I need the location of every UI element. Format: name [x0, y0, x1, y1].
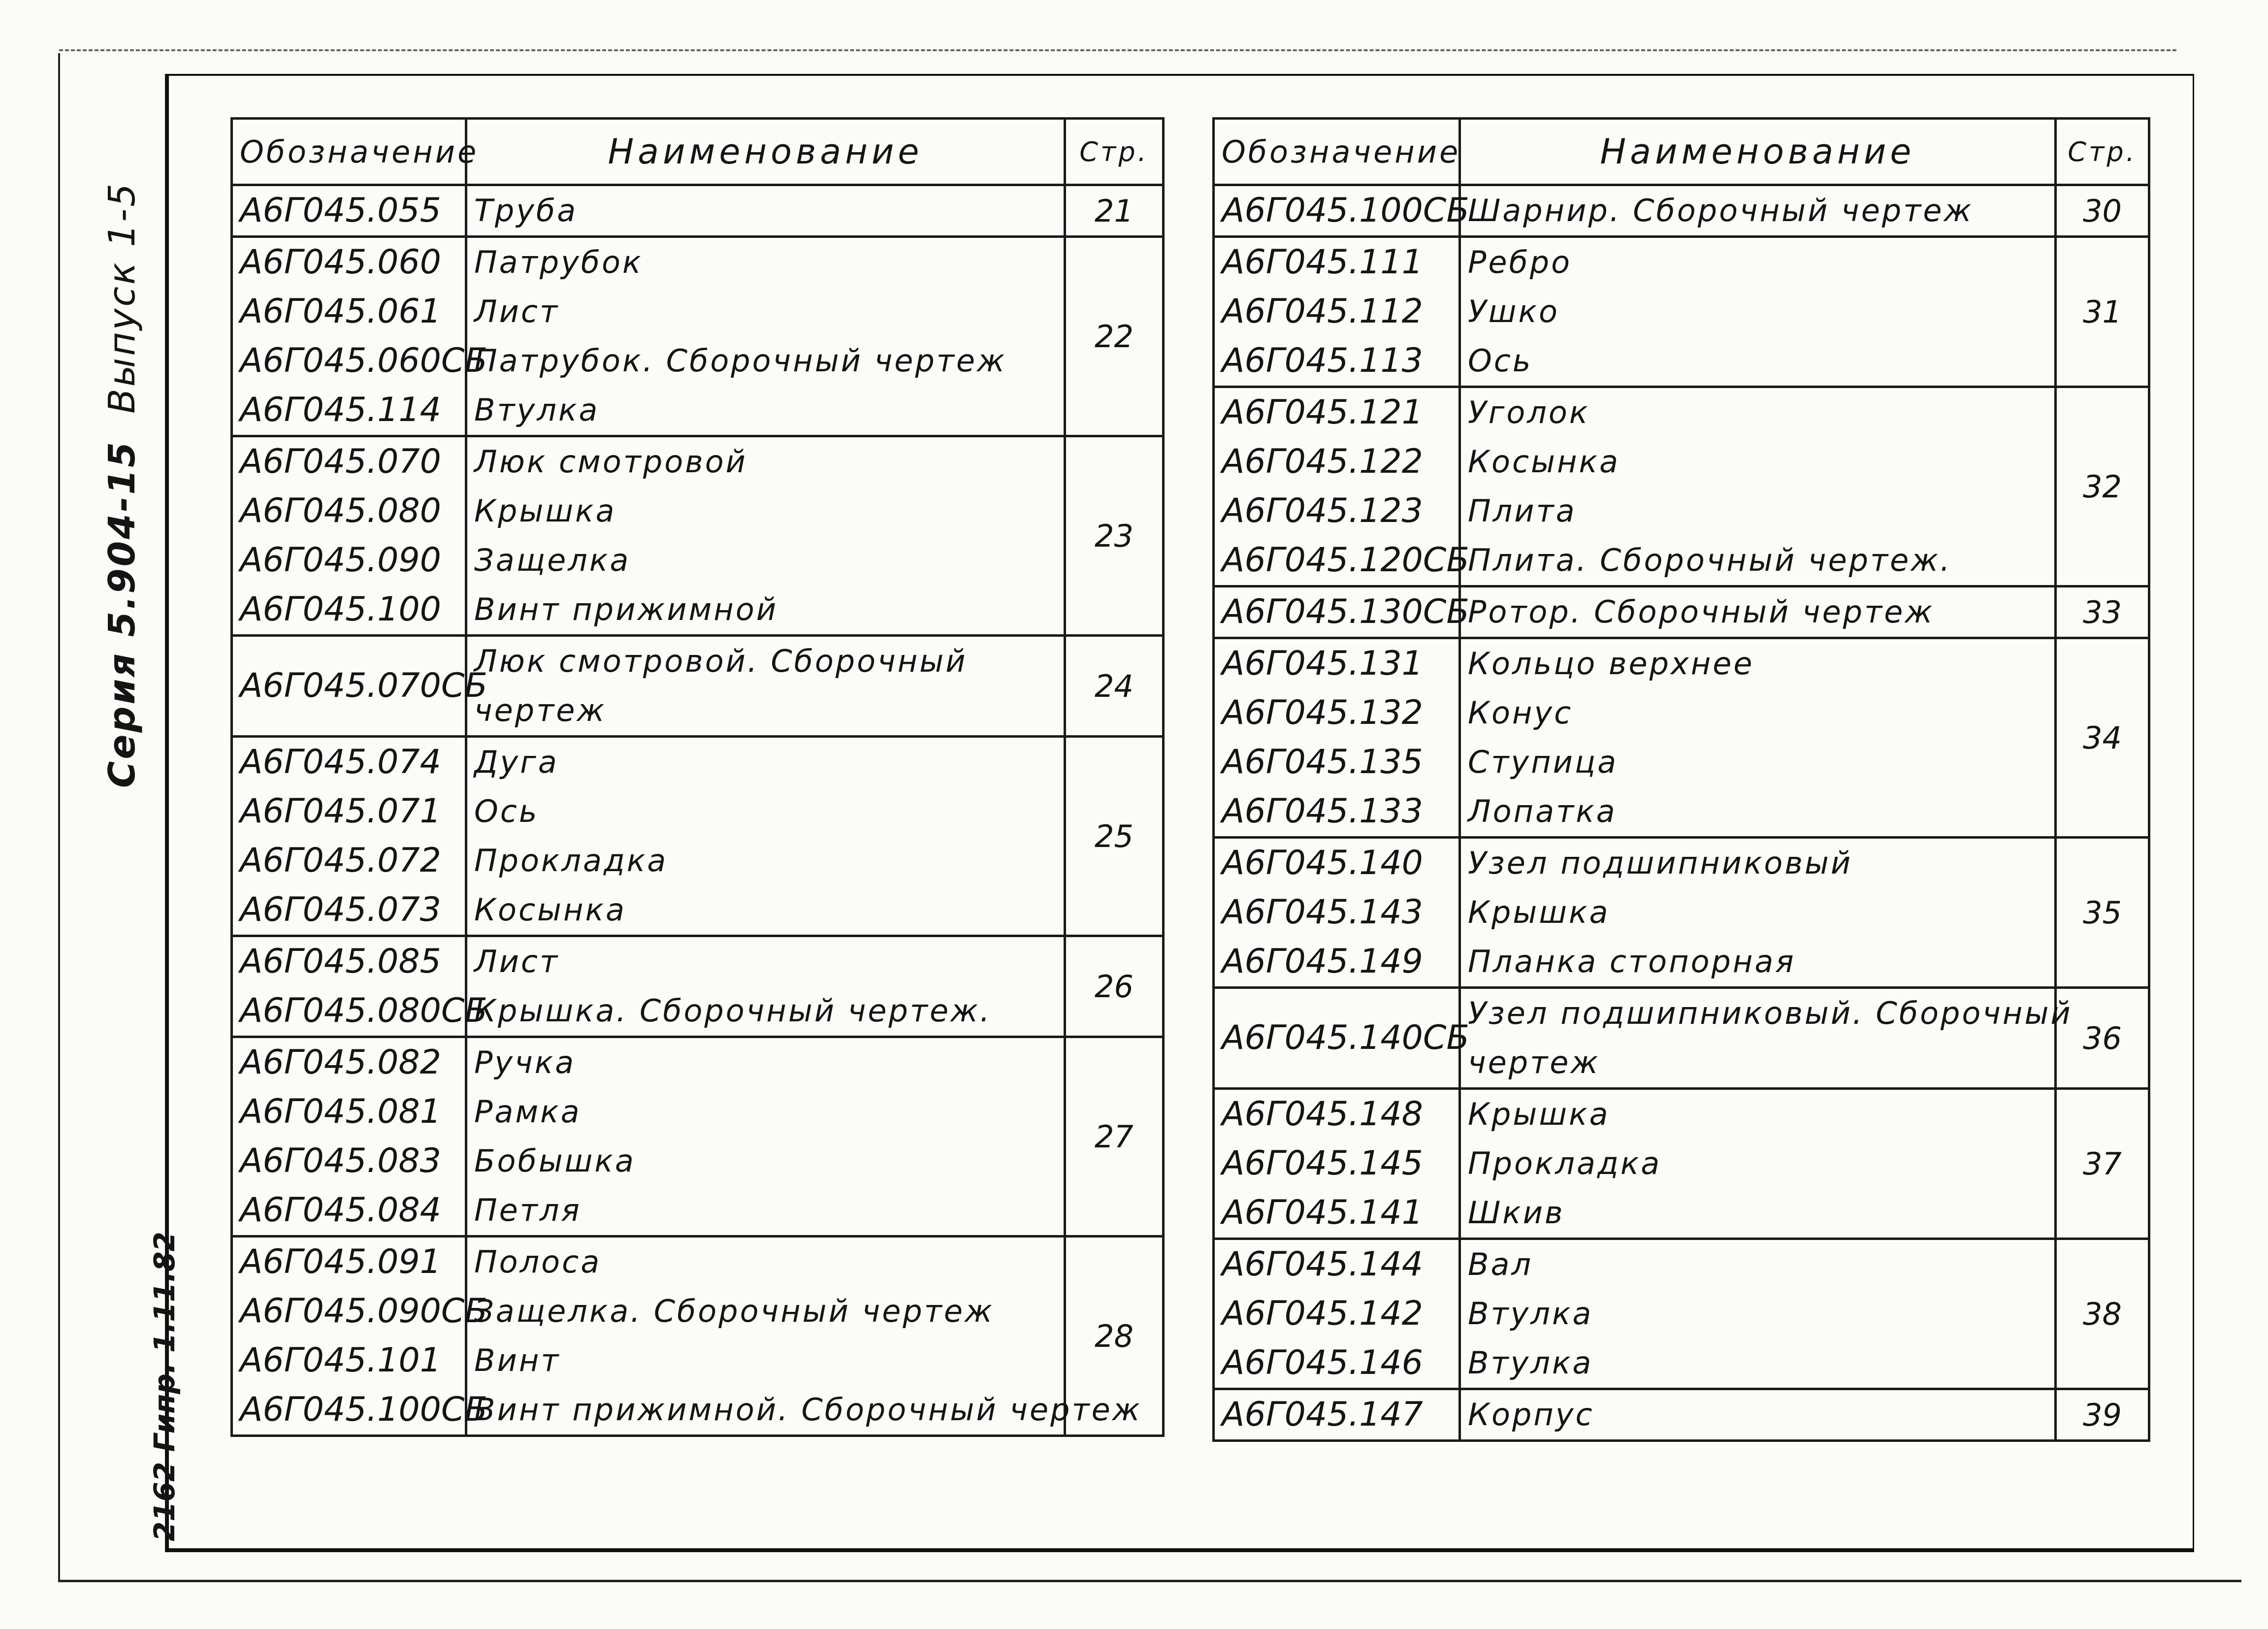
designation-cell [1214, 586, 1469, 638]
designation-text: А6Г045.132 [1222, 693, 1423, 732]
name-cell [1460, 838, 2056, 988]
page-number-cell: 32 [2056, 387, 2149, 586]
item-name-text: Крышка. Сборочный чертеж. [474, 993, 992, 1029]
item-name-text: Ручка [474, 1044, 576, 1080]
table-row-group [1214, 1089, 2149, 1239]
table-row-group [1214, 185, 2149, 237]
item-name-text: Уголок [1468, 394, 1590, 430]
designation-text: А6Г045.070 [240, 442, 441, 481]
series-label: Серия 5.904-15 [101, 440, 143, 788]
designation-text: А6Г045.120СБ [1222, 541, 1469, 580]
designation-text: А6Г045.113 [1222, 341, 1423, 380]
name-cell [466, 737, 1065, 936]
item-name-text: Бобышка [474, 1143, 636, 1179]
designation-text: А6Г045.149 [1222, 942, 1423, 981]
name-cell [1460, 1239, 2056, 1389]
item-name-text: Втулка [1468, 1296, 1593, 1332]
page-number-cell: 27 [1065, 1037, 1164, 1237]
item-name-text: Полоса [474, 1244, 602, 1280]
table-row-group [1214, 988, 2149, 1089]
issue-label: Выпуск 1-5 [101, 181, 143, 414]
item-name-text: Ребро [1468, 244, 1572, 280]
item-name-text: Косынка [474, 892, 626, 928]
item-name-text: Лист [474, 293, 560, 329]
designation-text: А6Г045.130СБ [1222, 592, 1469, 631]
designation-cell [1214, 1389, 1460, 1441]
page-number-cell: 34 [2056, 638, 2149, 838]
item-name-text: Винт [474, 1342, 561, 1378]
header-designation: Обозначение [232, 119, 466, 185]
name-cell [466, 436, 1065, 636]
designation-text: А6Г045.080СБ [240, 991, 487, 1030]
item-name-text: Плита [1468, 493, 1577, 529]
designation-text: А6Г045.072 [240, 841, 441, 880]
designation-text: А6Г045.073 [240, 890, 441, 929]
item-name-text: Патрубок [474, 244, 643, 280]
designation-text: А6Г045.090СБ [240, 1292, 487, 1331]
designation-cell [1214, 237, 1460, 387]
designation-text: А6Г045.144 [1222, 1245, 1423, 1284]
name-cell [1460, 237, 2056, 387]
item-name-text: Шкив [1468, 1195, 1565, 1231]
designation-text: А6Г045.082 [240, 1043, 441, 1082]
designation-text: А6Г045.131 [1222, 644, 1423, 683]
item-name-text: Крышка [1468, 894, 1610, 930]
designation-text: А6Г045.140 [1222, 844, 1423, 882]
item-name-text: чертеж [1468, 1044, 1600, 1080]
designation-text: А6Г045.142 [1222, 1294, 1423, 1333]
item-name-text: Винт прижимной [474, 591, 778, 627]
item-name-text: Лист [474, 944, 560, 979]
header-name: Наименование [1460, 119, 2056, 185]
designation-cell [232, 1037, 466, 1237]
item-name-text: Дуга [474, 744, 559, 780]
designation-cell [232, 1237, 487, 1436]
table-row-group [232, 737, 1164, 936]
table-row-group [1214, 387, 2149, 586]
designation-text: А6Г045.085 [240, 942, 441, 981]
table-row-group [232, 237, 1164, 436]
name-cell [466, 237, 1065, 436]
page-number-cell: 25 [1065, 737, 1164, 936]
designation-text: А6Г045.133 [1222, 792, 1423, 831]
designation-text: А6Г045.080 [240, 491, 441, 530]
name-cell [1460, 387, 2056, 586]
item-name-text: Патрубок. Сборочный чертеж [474, 343, 1006, 379]
name-cell [1460, 638, 2056, 838]
designation-text: А6Г045.083 [240, 1141, 441, 1180]
designation-text: А6Г045.111 [1222, 243, 1423, 282]
item-name-text: Вал [1468, 1246, 1533, 1282]
designation-text: А6Г045.070СБ [240, 666, 487, 705]
left-index-table [230, 117, 1165, 1437]
item-name-text: Ушко [1468, 293, 1559, 329]
designation-cell [232, 185, 466, 237]
name-cell [1460, 586, 2056, 638]
designation-cell [232, 737, 466, 936]
designation-text: А6Г045.060 [240, 243, 441, 282]
designation-text: А6Г045.100СБ [240, 1390, 487, 1429]
designation-cell [1214, 387, 1469, 586]
page-number-cell: 24 [1065, 636, 1164, 737]
table-row-group [1214, 638, 2149, 838]
designation-text: А6Г045.055 [240, 191, 441, 230]
designation-text: А6Г045.135 [1222, 743, 1423, 782]
item-name-text: Ось [1468, 343, 1533, 379]
item-name-text: Плита. Сборочный чертеж. [1468, 542, 1952, 578]
item-name-text: Шарнир. Сборочный чертеж [1468, 193, 1974, 228]
item-name-text: Крышка [474, 493, 616, 529]
name-cell [466, 636, 1065, 737]
name-cell [466, 936, 1065, 1037]
item-name-text: Ступица [1468, 744, 1619, 780]
table-row-group [232, 1237, 1164, 1436]
name-cell [466, 1037, 1065, 1237]
item-name-text: Люк смотровой. Сборочный [474, 643, 968, 679]
designation-text: А6Г045.145 [1222, 1144, 1423, 1183]
designation-cell [1214, 1089, 1460, 1239]
designation-text: А6Г045.114 [240, 391, 441, 429]
item-name-text: Конус [1468, 695, 1573, 731]
designation-cell [1214, 988, 1469, 1089]
page-number-cell: 28 [1065, 1237, 1164, 1436]
table-row-group [232, 936, 1164, 1037]
left-table-body [232, 185, 1164, 1436]
designation-cell [1214, 638, 1460, 838]
page-number-cell: 39 [2056, 1389, 2149, 1441]
designation-text: А6Г045.146 [1222, 1343, 1423, 1382]
top-edge-line [59, 49, 2176, 51]
designation-text: А6Г045.091 [240, 1242, 441, 1281]
designation-text: А6Г045.100СБ [1222, 191, 1469, 230]
page-number-cell: 26 [1065, 936, 1164, 1037]
item-name-text: Косынка [1468, 444, 1620, 480]
item-name-text: Прокладка [474, 843, 668, 879]
item-name-text: Петля [474, 1192, 582, 1228]
designation-text: А6Г045.148 [1222, 1095, 1423, 1134]
designation-cell [1214, 838, 1460, 988]
header-page: Стр. [1065, 119, 1164, 185]
table-row-group [1214, 838, 2149, 988]
item-name-text: Корпус [1468, 1397, 1594, 1433]
table-row-group [232, 636, 1164, 737]
item-name-text: чертеж [474, 692, 607, 728]
table-row-group [1214, 586, 2149, 638]
item-name-text: Узел подшипниковый. Сборочный [1468, 995, 2073, 1031]
page-number-cell: 38 [2056, 1239, 2149, 1389]
designation-text: А6Г045.081 [240, 1092, 441, 1131]
item-name-text: Труба [474, 193, 578, 228]
designation-text: А6Г045.060СБ [240, 341, 487, 380]
right-table-header [1214, 119, 2149, 185]
designation-text: А6Г045.140СБ [1222, 1018, 1469, 1057]
designation-text: А6Г045.141 [1222, 1193, 1423, 1232]
item-name-text: Винт прижимной. Сборочный чертеж [474, 1392, 1142, 1428]
item-name-text: Лопатка [1468, 793, 1617, 829]
name-cell [1460, 1389, 2056, 1441]
designation-cell [1214, 185, 1469, 237]
table-row-group [1214, 1239, 2149, 1389]
designation-text: А6Г045.100 [240, 590, 441, 629]
header-name: Наименование [466, 119, 1065, 185]
designation-text: А6Г045.112 [1222, 292, 1423, 331]
table-row-group [232, 436, 1164, 636]
item-name-text: Крышка [1468, 1096, 1610, 1132]
designation-text: А6Г045.122 [1222, 442, 1423, 481]
item-name-text: Ось [474, 793, 539, 829]
designation-cell [1214, 1239, 1460, 1389]
designation-cell [232, 436, 466, 636]
item-name-text: Защелка [474, 542, 631, 578]
designation-text: А6Г045.123 [1222, 491, 1423, 530]
designation-text: А6Г045.121 [1222, 393, 1423, 432]
page-number-cell: 31 [2056, 237, 2149, 387]
page-number-cell: 33 [2056, 586, 2149, 638]
name-cell [1460, 185, 2056, 237]
designation-text: А6Г045.061 [240, 292, 441, 331]
page-number-cell: 21 [1065, 185, 1164, 237]
designation-cell [232, 936, 487, 1037]
designation-cell [232, 237, 487, 436]
item-name-text: Ротор. Сборочный чертеж [1468, 594, 1935, 630]
designation-text: А6Г045.090 [240, 541, 441, 580]
item-name-text: Люк смотровой [474, 444, 747, 480]
document-stamp: 2162 Гипр. 1.11.82 [148, 1232, 181, 1541]
item-name-text: Прокладка [1468, 1145, 1662, 1181]
page-number-cell: 37 [2056, 1089, 2149, 1239]
page-number-cell: 36 [2056, 988, 2149, 1089]
name-cell [1460, 988, 2073, 1089]
table-row-group [1214, 237, 2149, 387]
designation-text: А6Г045.084 [240, 1191, 441, 1230]
table-row-group [232, 185, 1164, 237]
name-cell [466, 185, 1065, 237]
designation-text: А6Г045.101 [240, 1341, 441, 1380]
designation-text: А6Г045.071 [240, 792, 441, 831]
designation-text: А6Г045.074 [240, 743, 441, 782]
page-number-cell: 35 [2056, 838, 2149, 988]
left-table-header [232, 119, 1164, 185]
item-name-text: Втулка [1468, 1345, 1593, 1381]
page-number-cell: 30 [2056, 185, 2149, 237]
item-name-text: Узел подшипниковый [1468, 845, 1853, 881]
page-number-cell: 22 [1065, 237, 1164, 436]
table-row-group [1214, 1389, 2149, 1441]
item-name-text: Защелка. Сборочный чертеж [474, 1293, 994, 1329]
header-page: Стр. [2056, 119, 2149, 185]
item-name-text: Рамка [474, 1094, 582, 1130]
item-name-text: Планка стопорная [1468, 944, 1796, 979]
right-table-body [1214, 185, 2149, 1441]
item-name-text: Втулка [474, 392, 600, 428]
page-number-cell: 23 [1065, 436, 1164, 636]
item-name-text: Кольцо верхнее [1468, 646, 1754, 682]
designation-text: А6Г045.147 [1222, 1395, 1423, 1434]
designation-cell [232, 636, 487, 737]
table-row-group [232, 1037, 1164, 1237]
header-designation: Обозначение [1214, 119, 1460, 185]
designation-text: А6Г045.143 [1222, 893, 1423, 932]
name-cell [1460, 1089, 2056, 1239]
right-index-table [1212, 117, 2150, 1442]
